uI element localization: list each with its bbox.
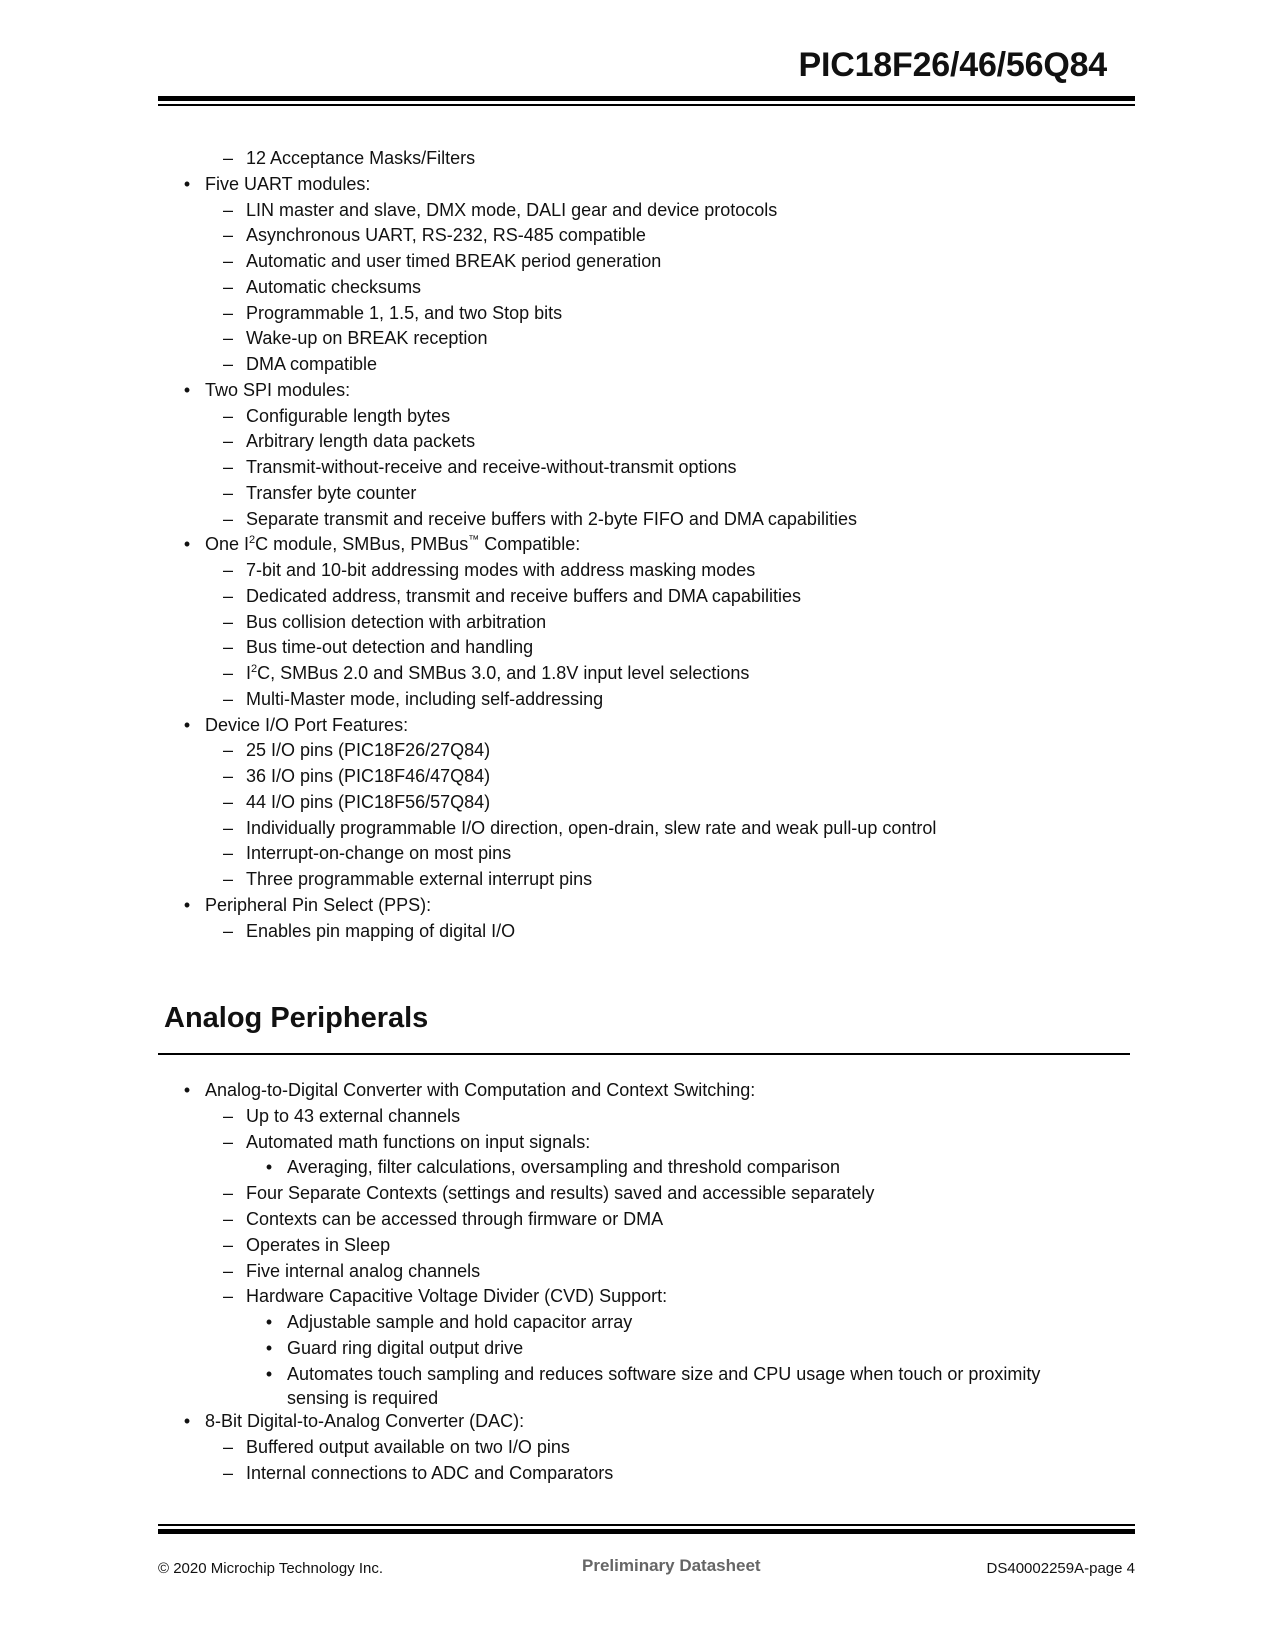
list-item-text: Bus time-out detection and handling	[246, 637, 534, 658]
list-item-text: Asynchronous UART, RS-232, RS-485 compatible	[246, 225, 646, 246]
list-item	[222, 326, 488, 350]
list-item-text: Hardware Capacitive Voltage Divider (CVD) Support:	[246, 1286, 668, 1307]
dash-bullet-icon: –	[222, 585, 233, 606]
list-item	[222, 223, 646, 247]
list-item	[222, 764, 491, 788]
list-item	[222, 790, 491, 814]
list-item	[222, 841, 512, 865]
list-item	[222, 610, 547, 634]
list-item-text: Enables pin mapping of digital I/O	[246, 920, 516, 941]
list-item-text: Programmable 1, 1.5, and two Stop bits	[246, 302, 563, 323]
list-item	[222, 507, 857, 531]
list-item-text: 8-Bit Digital-to-Analog Converter (DAC):	[205, 1411, 525, 1432]
list-item	[222, 1104, 461, 1128]
list-item	[222, 429, 476, 453]
dash-bullet-icon: –	[222, 1131, 233, 1152]
list-item-text: DMA compatible	[246, 354, 378, 374]
list-item-text: Configurable length bytes	[246, 405, 451, 426]
dash-bullet-icon: –	[222, 1183, 233, 1204]
document-title: PIC18F26/46/56Q84	[798, 46, 1107, 84]
dash-bullet-icon: –	[222, 920, 233, 941]
list-item	[222, 738, 491, 762]
list-item	[222, 1181, 875, 1205]
list-item-text: Five UART modules:	[205, 173, 371, 194]
bullet-icon: •	[183, 894, 191, 915]
list-item	[222, 816, 937, 840]
bullet-icon: •	[183, 173, 191, 194]
list-item-text: 7-bit and 10-bit addressing modes with address masking modes	[246, 560, 756, 580]
list-item-text: 25 I/O pins (PIC18F26/27Q84)	[246, 740, 491, 761]
header-rule-thin	[158, 104, 1135, 106]
dash-bullet-icon: –	[222, 817, 233, 838]
list-item	[183, 713, 409, 737]
dash-bullet-icon: –	[222, 1234, 233, 1255]
list-item-text: Guard ring digital output drive	[287, 1338, 524, 1358]
list-item-text: Automated math functions on input signals:	[246, 1131, 591, 1152]
list-item-text: One $I^2C$ module, SMBus, PMBus™ Compatible:	[205, 534, 581, 555]
section-heading-analog: Analog Peripherals	[164, 1002, 429, 1034]
list-item-text: Interrupt-on-change on most pins	[246, 843, 512, 864]
dash-bullet-icon: –	[222, 251, 233, 271]
bullet-icon: •	[183, 1411, 191, 1432]
dash-bullet-icon: –	[222, 225, 233, 246]
list-item	[183, 532, 581, 556]
list-item-text: Adjustable sample and hold capacitor array	[287, 1312, 633, 1333]
list-item	[222, 275, 422, 299]
list-item	[222, 584, 801, 608]
list-item	[222, 198, 778, 222]
list-item-text: 44 I/O pins (PIC18F56/57Q84)	[246, 791, 491, 812]
list-item-text: Automatic checksums	[246, 276, 422, 297]
dash-bullet-icon: –	[222, 766, 233, 786]
list-item-text: Up to 43 external channels	[246, 1105, 461, 1126]
list-item-text: $I^2C$, SMBus 2.0 and SMBus 3.0, and 1.8V input level selections	[246, 663, 750, 683]
dash-bullet-icon: –	[222, 1260, 233, 1281]
list-item-text: Bus collision detection with arbitration	[246, 611, 547, 632]
dash-bullet-icon: –	[222, 457, 233, 477]
list-item	[183, 1078, 756, 1102]
dash-bullet-icon: –	[222, 663, 233, 683]
list-item-text: Five internal analog channels	[246, 1260, 481, 1281]
dash-bullet-icon: –	[222, 276, 233, 297]
section-rule	[158, 1053, 1130, 1055]
bullet-icon: •	[183, 379, 191, 400]
list-item	[265, 1155, 840, 1179]
dash-bullet-icon: –	[222, 302, 233, 323]
list-item-text: LIN master and slave, DMX mode, DALI gear and device protocols	[246, 199, 778, 220]
list-item-text: Two SPI modules:	[205, 379, 351, 400]
list-item-text: Internal connections to ADC and Comparators	[246, 1463, 614, 1483]
dash-bullet-icon: –	[222, 791, 233, 812]
dash-bullet-icon: –	[222, 1437, 233, 1458]
list-item	[222, 404, 451, 428]
list-item-text: 12 Acceptance Masks/Filters	[246, 148, 476, 168]
dash-bullet-icon: –	[222, 740, 233, 761]
bullet-icon: •	[183, 1080, 191, 1100]
bullet-icon: •	[183, 534, 191, 555]
list-item	[222, 635, 534, 659]
dash-bullet-icon: –	[222, 354, 233, 374]
dash-bullet-icon: –	[222, 611, 233, 632]
list-item	[222, 1259, 481, 1283]
list-item	[222, 455, 737, 479]
list-item-text: Device I/O Port Features:	[205, 714, 409, 735]
datasheet-status: Preliminary Datasheet	[582, 1556, 761, 1575]
list-item-text: Contexts can be accessed through firmware or DMA	[246, 1209, 664, 1229]
dash-bullet-icon: –	[222, 560, 233, 580]
list-item	[183, 893, 432, 917]
dash-bullet-icon: –	[222, 1209, 233, 1229]
dash-bullet-icon: –	[222, 508, 233, 529]
list-item	[222, 867, 593, 891]
list-item-text: Four Separate Contexts (settings and results) saved and accessible separately	[246, 1183, 875, 1204]
bullet-icon: •	[265, 1157, 273, 1178]
dash-bullet-icon: –	[222, 1105, 233, 1126]
list-item	[222, 1435, 570, 1459]
bullet-icon: •	[265, 1312, 273, 1333]
header-rule-thick	[158, 96, 1135, 101]
dash-bullet-icon: –	[222, 637, 233, 658]
list-item	[222, 687, 604, 711]
list-item	[222, 1284, 668, 1308]
dash-bullet-icon: –	[222, 199, 233, 220]
dash-bullet-icon: –	[222, 431, 233, 452]
list-item	[222, 661, 750, 685]
list-item	[222, 558, 756, 582]
list-item	[265, 1336, 524, 1360]
list-item	[265, 1310, 633, 1334]
list-item	[222, 352, 378, 376]
list-item-text: Operates in Sleep	[246, 1234, 391, 1255]
dash-bullet-icon: –	[222, 869, 233, 889]
dash-bullet-icon: –	[222, 148, 233, 168]
list-item	[222, 1207, 664, 1231]
list-item-text: Transfer byte counter	[246, 482, 417, 503]
page-number: DS40002259A-page 4	[986, 1560, 1135, 1577]
list-item	[183, 1409, 525, 1433]
list-item	[222, 919, 516, 943]
list-item-text: Peripheral Pin Select (PPS):	[205, 894, 432, 915]
list-item	[222, 249, 662, 273]
list-item-text: Automatic and user timed BREAK period generation	[246, 251, 662, 271]
list-item	[183, 378, 351, 402]
dash-bullet-icon: –	[222, 328, 233, 349]
list-item	[222, 1233, 391, 1257]
list-item-text: Arbitrary length data packets	[246, 431, 476, 452]
list-item-text: Wake-up on BREAK reception	[246, 328, 488, 349]
footer-rule-thick	[158, 1529, 1135, 1534]
list-item	[222, 301, 563, 325]
bullet-icon: •	[265, 1363, 273, 1384]
footer-rule-thin	[158, 1524, 1135, 1526]
dash-bullet-icon: –	[222, 843, 233, 864]
list-item	[222, 1130, 591, 1154]
list-item-text: 36 I/O pins (PIC18F46/47Q84)	[246, 766, 491, 786]
dash-bullet-icon: –	[222, 482, 233, 503]
list-item-text: Transmit-without-receive and receive-without-transmit options	[246, 457, 737, 477]
list-item-text: Analog-to-Digital Converter with Computation and Context Switching:	[205, 1080, 756, 1100]
list-item-text: Three programmable external interrupt pins	[246, 869, 593, 889]
bullet-icon: •	[183, 714, 191, 735]
dash-bullet-icon: –	[222, 405, 233, 426]
list-item	[183, 172, 371, 196]
dash-bullet-icon: –	[222, 1463, 233, 1483]
list-item	[222, 1461, 614, 1485]
list-item-text: Individually programmable I/O direction, open-drain, slew rate and weak pull-up control	[246, 817, 937, 838]
list-item	[265, 1362, 1067, 1410]
list-item-text: Dedicated address, transmit and receive buffers and DMA capabilities	[246, 585, 801, 606]
list-item	[222, 481, 417, 505]
bullet-icon: •	[265, 1338, 273, 1358]
dash-bullet-icon: –	[222, 688, 233, 709]
list-item	[222, 146, 476, 170]
list-item-text: Multi-Master mode, including self-addressing	[246, 688, 604, 709]
dash-bullet-icon: –	[222, 1286, 233, 1307]
list-item-text: Separate transmit and receive buffers with 2-byte FIFO and DMA capabilities	[246, 508, 857, 529]
list-item-text: Averaging, filter calculations, oversampling and threshold comparison	[287, 1157, 840, 1178]
list-item-text: Automates touch sampling and reduces software size and CPU usage when touch or proximity sensing is required	[287, 1363, 1041, 1408]
copyright: © 2020 Microchip Technology Inc.	[158, 1560, 384, 1577]
list-item-text: Buffered output available on two I/O pins	[246, 1437, 570, 1458]
